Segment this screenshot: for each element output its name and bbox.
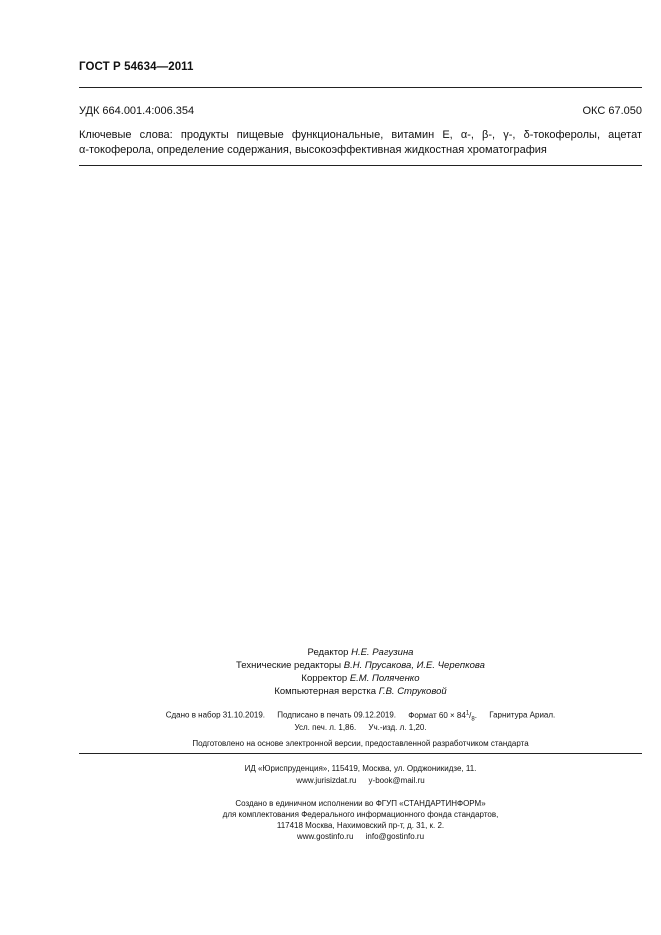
gostinfo-email-link[interactable]: info@gostinfo.ru xyxy=(365,832,425,841)
print-sheets: Усл. печ. л. 1,86. xyxy=(294,723,357,732)
address-line: 117418 Москва, Нахимовский пр-т, д. 31, к. 2. xyxy=(276,821,445,830)
sent-date: Сдано в набор 31.10.2019. xyxy=(165,710,266,720)
gostinfo-contacts xyxy=(79,832,642,841)
keywords-line-1: Ключевые слова: продукты пищевые функциональные, витамин Е, α-, β-, γ-, δ-токоферолы, ацетат xyxy=(79,129,642,141)
corrector-name: Е.М. Поляченко xyxy=(349,673,420,684)
udk-code: УДК 664.001.4:006.354 xyxy=(79,105,195,117)
publisher-contacts xyxy=(79,776,642,785)
paper-format: Формат $60 \times 84^1/_8$. xyxy=(408,710,477,723)
standard-number: ГОСТ Р 54634—2011 xyxy=(79,61,194,73)
credit-layout xyxy=(79,686,642,697)
tech-names: В.Н. Прусакова, И.Е. Черепкова xyxy=(343,660,485,671)
tech-label: Технические редакторы xyxy=(236,660,342,671)
editor-name: Н.Е. Рагузина xyxy=(351,647,414,658)
imprint-line-2 xyxy=(79,723,642,732)
layout-label: Компьютерная верстка xyxy=(274,686,377,697)
publisher-line: ИД «Юриспруденция», 115419, Москва, ул. Орджоникидзе, 11. xyxy=(244,764,477,773)
created-line: Создано в единичном исполнении во ФГУП «СТАНДАРТИНФОРМ» xyxy=(235,799,486,808)
publisher-site-link[interactable]: www.jurisizdat.ru xyxy=(296,776,357,785)
keywords-divider xyxy=(79,165,642,166)
keywords-line-2: α-токоферола, определение содержания, высокоэффективная жидкостная хроматография xyxy=(79,143,547,156)
imprint-divider xyxy=(79,753,642,754)
oks-code: ОКС 67.050 xyxy=(582,105,642,117)
imprint-line-1 xyxy=(79,710,642,722)
layout-name: Г.В. Струковой xyxy=(378,686,447,697)
publisher-email-link[interactable]: y-book@mail.ru xyxy=(368,776,425,785)
signed-date: Подписано в печать 09.12.2019. xyxy=(277,710,397,720)
pub-sheets: Уч.-изд. л. 1,20. xyxy=(368,723,427,732)
top-divider xyxy=(79,87,642,88)
gostinfo-site-link[interactable]: www.gostinfo.ru xyxy=(296,832,354,841)
credit-editor xyxy=(79,647,642,658)
credit-corrector xyxy=(79,673,642,684)
editor-label: Редактор xyxy=(307,647,349,658)
fund-line: для комплектования Федерального информационного фонда стандартов, xyxy=(222,810,499,819)
font-name: Гарнитура Ариал. xyxy=(489,710,556,720)
keywords-block xyxy=(79,128,642,157)
prepared-note: Подготовлено на основе электронной версии, предоставленной разработчиком стандарта xyxy=(192,739,529,748)
corrector-label: Корректор xyxy=(301,673,348,684)
credit-tech-editors xyxy=(79,660,642,671)
